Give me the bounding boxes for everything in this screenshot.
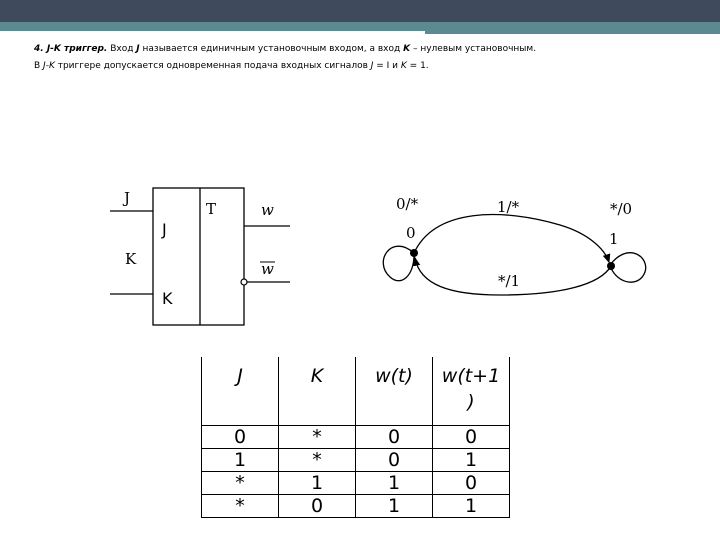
table-cell: * <box>279 426 356 449</box>
trigger-type-label: T <box>206 200 217 218</box>
lower-arc-label: */1 <box>498 272 521 290</box>
text-fragment: Вход <box>107 44 137 54</box>
term-j: J <box>136 44 140 54</box>
term-k: K <box>400 61 407 71</box>
section-heading: 4. J-K триггер. <box>34 44 108 54</box>
state1-loop-label: */0 <box>610 200 633 218</box>
table-cell: 1 <box>356 495 433 518</box>
table-row <box>202 426 510 449</box>
text-fragment: триггере допускается одновременная подача входных сигналов <box>54 61 371 71</box>
transition-0-to-1 <box>414 215 609 262</box>
table-cell: 0 <box>356 426 433 449</box>
text-fragment: называется единичным установочным входом, а вход <box>139 44 404 54</box>
text-fragment: = I и <box>373 61 401 71</box>
state0-node <box>410 249 418 257</box>
header-k: K <box>279 357 356 426</box>
output-inv-label: w <box>261 260 274 278</box>
jk-flipflop-circuit <box>110 188 290 325</box>
header-wt: w(t) <box>356 357 433 426</box>
table-cell: 1 <box>279 472 356 495</box>
input-j-label: J <box>124 189 131 207</box>
state0-loop-label: 0/* <box>396 195 419 213</box>
table-cell: 1 <box>433 495 510 518</box>
table-cell: * <box>202 495 279 518</box>
table-cell: * <box>279 449 356 472</box>
table-cell: 0 <box>356 449 433 472</box>
table-cell: 1 <box>202 449 279 472</box>
table-header-row <box>202 357 510 426</box>
table-cell: 1 <box>433 449 510 472</box>
table-cell: 0 <box>279 495 356 518</box>
state-diagram <box>383 195 645 295</box>
term-k: K <box>403 44 411 54</box>
table-row <box>202 472 510 495</box>
term-j: J <box>370 61 374 71</box>
term-jk: J-K <box>43 61 55 71</box>
state0-name: 0 <box>406 224 416 242</box>
input-k-label: K <box>125 250 137 268</box>
header-j: J <box>202 357 279 426</box>
header-wt1: w(t+1 ) <box>433 357 510 426</box>
output-w-label: w <box>261 201 274 219</box>
text-fragment: – нулевым установочным. <box>410 44 537 54</box>
upper-arc-label: 1/* <box>497 198 520 216</box>
inversion-bubble <box>241 279 247 285</box>
table-cell: 0 <box>433 472 510 495</box>
table-row <box>202 449 510 472</box>
pin-k-label: K <box>162 289 173 308</box>
state0-self-loop <box>383 246 414 281</box>
state1-node <box>607 262 615 270</box>
table-cell: 1 <box>356 472 433 495</box>
state1-name: 1 <box>609 230 619 248</box>
truth-table <box>201 357 510 518</box>
state1-self-loop <box>610 253 646 282</box>
table-cell: 0 <box>202 426 279 449</box>
text-fragment: В <box>34 61 44 71</box>
table-cell: 0 <box>433 426 510 449</box>
table-cell: * <box>202 472 279 495</box>
table-row <box>202 495 510 518</box>
pin-j-label: J <box>162 220 167 239</box>
text-fragment: = 1. <box>406 61 429 71</box>
